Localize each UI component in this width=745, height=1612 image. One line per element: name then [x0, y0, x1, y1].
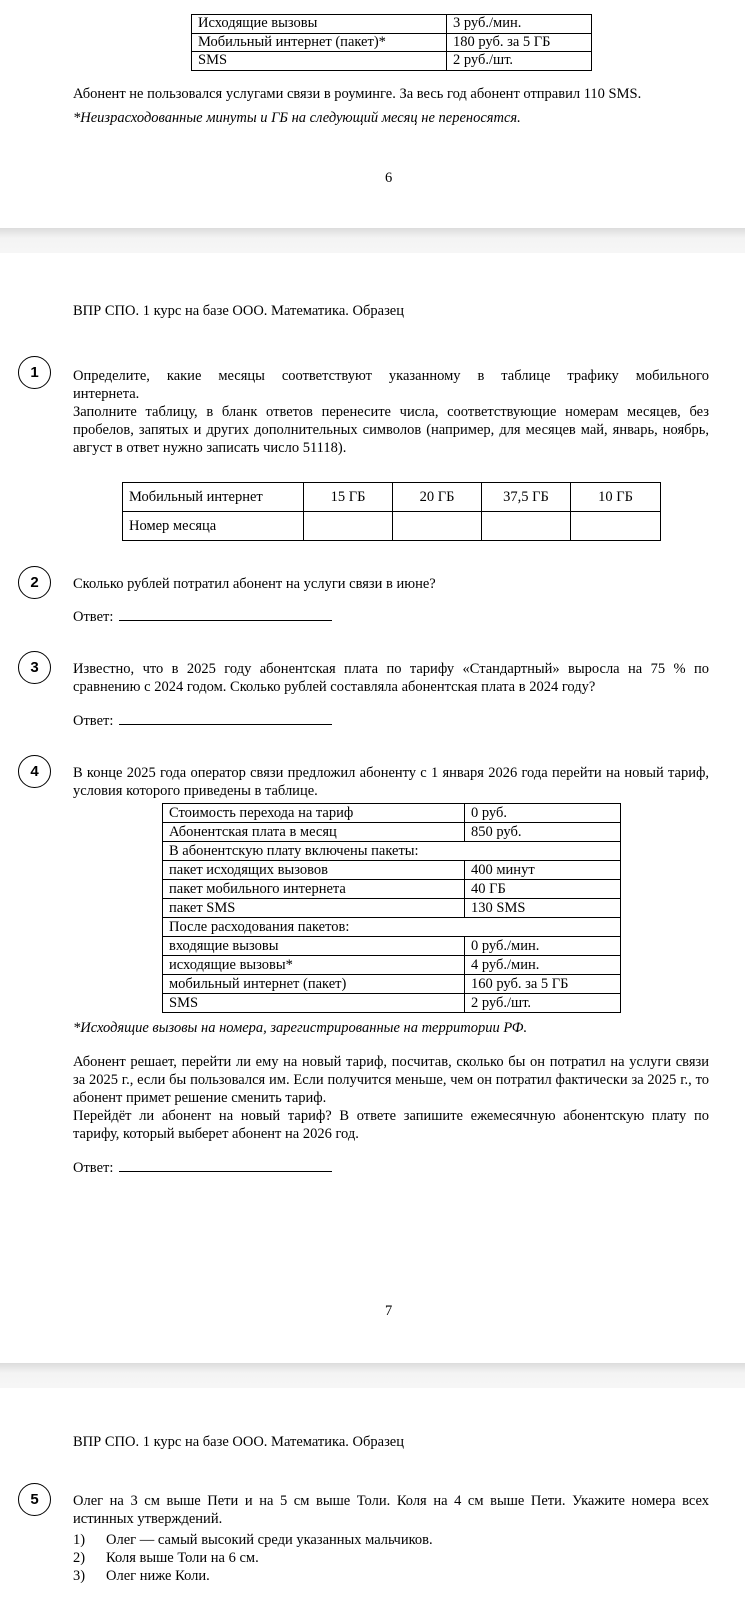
table-cell: 0 руб. [465, 804, 621, 823]
table-row [123, 512, 661, 541]
page-gap [0, 1363, 745, 1388]
page-7 [0, 253, 745, 1363]
answer-label: Ответ: [73, 1160, 114, 1176]
table-row [163, 842, 621, 861]
table-section-header: В абонентскую плату включены пакеты: [163, 842, 621, 861]
table-cell: пакет SMS [163, 899, 465, 918]
table-row [192, 33, 592, 52]
footnote: *Исходящие вызовы на номера, зарегистрированные на территории РФ. [73, 1020, 528, 1036]
page-6 [0, 0, 745, 228]
table-cell: 3 руб./мин. [447, 15, 592, 34]
table-row [192, 52, 592, 71]
table-cell: Абонентская плата в месяц [163, 823, 465, 842]
option-text: Олег ниже Коли. [106, 1568, 210, 1584]
question-number: 4 [18, 755, 51, 788]
table-cell: 850 руб. [465, 823, 621, 842]
answer-table [122, 482, 661, 541]
question-text: Известно, что в 2025 году абонентская плата по тарифу «Стандартный» выросла на 75 % по сравнению с 2024 годом. Сколько рублей составляла абонентская плата в 2024 году? [73, 661, 709, 695]
page-number: 6 [385, 170, 393, 186]
table-cell: SMS [192, 52, 447, 71]
page-header: ВПР СПО. 1 курс на базе ООО. Математика. Образец [73, 303, 404, 319]
page-8 [0, 1388, 745, 1612]
question-text: Сколько рублей потратил абонент на услуги связи в июне? [73, 576, 436, 592]
table-cell: 15 ГБ [304, 483, 393, 512]
table-row [163, 975, 621, 994]
option-number: 1) [73, 1532, 86, 1548]
table-cell: 40 ГБ [465, 880, 621, 899]
option-number: 2) [73, 1550, 86, 1566]
question-text: Абонент решает, перейти ли ему на новый тариф, посчитав, сколько бы он потратил на услуги связи за 2025 г., если бы пользовался им. Если получится меньше, чем он потратил фактически за 2025 г., то абонент примет решение сменить тариф. [73, 1054, 709, 1106]
table-cell: Стоимость перехода на тариф [163, 804, 465, 823]
table-cell: 0 руб./мин. [465, 937, 621, 956]
table-row [163, 994, 621, 1013]
table-cell: 400 минут [465, 861, 621, 880]
new-tariff-table [162, 803, 621, 1013]
table-cell: Мобильный интернет [123, 483, 304, 512]
answer-row [73, 711, 332, 730]
question-number: 5 [18, 1483, 51, 1516]
month-input-cell[interactable] [393, 512, 482, 541]
table-row [163, 804, 621, 823]
table-row [163, 880, 621, 899]
table-cell: 4 руб./мин. [465, 956, 621, 975]
table-cell: 20 ГБ [393, 483, 482, 512]
month-input-cell[interactable] [304, 512, 393, 541]
table-row [163, 899, 621, 918]
list-item [73, 1567, 210, 1585]
table-cell: 37,5 ГБ [482, 483, 571, 512]
table-cell: исходящие вызовы* [163, 956, 465, 975]
question-text: В конце 2025 года оператор связи предложил абоненту с 1 января 2026 года перейти на новый тариф, условия которого приведены в таблице. [73, 765, 709, 799]
answer-row [73, 607, 332, 626]
table-row [192, 15, 592, 34]
table-cell: 2 руб./шт. [447, 52, 592, 71]
table-row [163, 956, 621, 975]
roaming-note: Абонент не пользовался услугами связи в роуминге. За весь год абонент отправил 110 SMS. [73, 86, 642, 102]
answer-field[interactable] [119, 1158, 332, 1172]
footnote: *Неизрасходованные минуты и ГБ на следующий месяц не переносятся. [73, 110, 521, 126]
month-input-cell[interactable] [482, 512, 571, 541]
table-cell: 130 SMS [465, 899, 621, 918]
table-cell: Исходящие вызовы [192, 15, 447, 34]
table-cell: пакет исходящих вызовов [163, 861, 465, 880]
list-item [73, 1531, 433, 1549]
table-cell: Номер месяца [123, 512, 304, 541]
list-item [73, 1549, 259, 1567]
table-cell: 180 руб. за 5 ГБ [447, 33, 592, 52]
table-row [163, 918, 621, 937]
option-text: Олег — самый высокий среди указанных мальчиков. [106, 1532, 433, 1548]
answer-row [73, 1158, 332, 1177]
table-cell: входящие вызовы [163, 937, 465, 956]
month-input-cell[interactable] [571, 512, 661, 541]
table-cell: 160 руб. за 5 ГБ [465, 975, 621, 994]
table-row [163, 861, 621, 880]
option-number: 3) [73, 1568, 86, 1584]
table-cell: 2 руб./шт. [465, 994, 621, 1013]
table-cell: мобильный интернет (пакет) [163, 975, 465, 994]
question-text-line: интернета. [73, 386, 140, 402]
table-cell: Мобильный интернет (пакет)* [192, 33, 447, 52]
table-row [163, 937, 621, 956]
tariff-table-standard [191, 14, 592, 71]
question-instructions: Заполните таблицу, в бланк ответов перенесите числа, соответствующие номерам месяцев, без пробелов, запятых и других дополнительных символов (например, для месяцев май, январь, ноябрь, август в ответ нужно записать число 51118). [73, 404, 709, 456]
page-gap [0, 228, 745, 253]
answer-field[interactable] [119, 711, 332, 725]
question-number: 2 [18, 566, 51, 599]
option-text: Коля выше Толи на 6 см. [106, 1550, 259, 1566]
table-cell: пакет мобильного интернета [163, 880, 465, 899]
question-number: 1 [18, 356, 51, 389]
table-cell: 10 ГБ [571, 483, 661, 512]
question-text-line: Определите, какие месяцы соответствуют указанному в таблице трафику мобильного [73, 368, 709, 384]
answer-field[interactable] [119, 607, 332, 621]
answer-label: Ответ: [73, 609, 114, 625]
page-number: 7 [385, 1303, 393, 1319]
table-row [123, 483, 661, 512]
table-cell: SMS [163, 994, 465, 1013]
question-text [73, 367, 709, 457]
answer-label: Ответ: [73, 713, 114, 729]
question-text: Перейдёт ли абонент на новый тариф? В ответе запишите ежемесячную абонентскую плату по тарифу, который выберет абонент на 2026 год. [73, 1108, 709, 1142]
page-header: ВПР СПО. 1 курс на базе ООО. Математика. Образец [73, 1434, 404, 1450]
table-section-header: После расходования пакетов: [163, 918, 621, 937]
question-number: 3 [18, 651, 51, 684]
question-text: Олег на 3 см выше Пети и на 5 см выше Толи. Коля на 4 см выше Пети. Укажите номера всех истинных утверждений. [73, 1493, 709, 1527]
table-row [163, 823, 621, 842]
